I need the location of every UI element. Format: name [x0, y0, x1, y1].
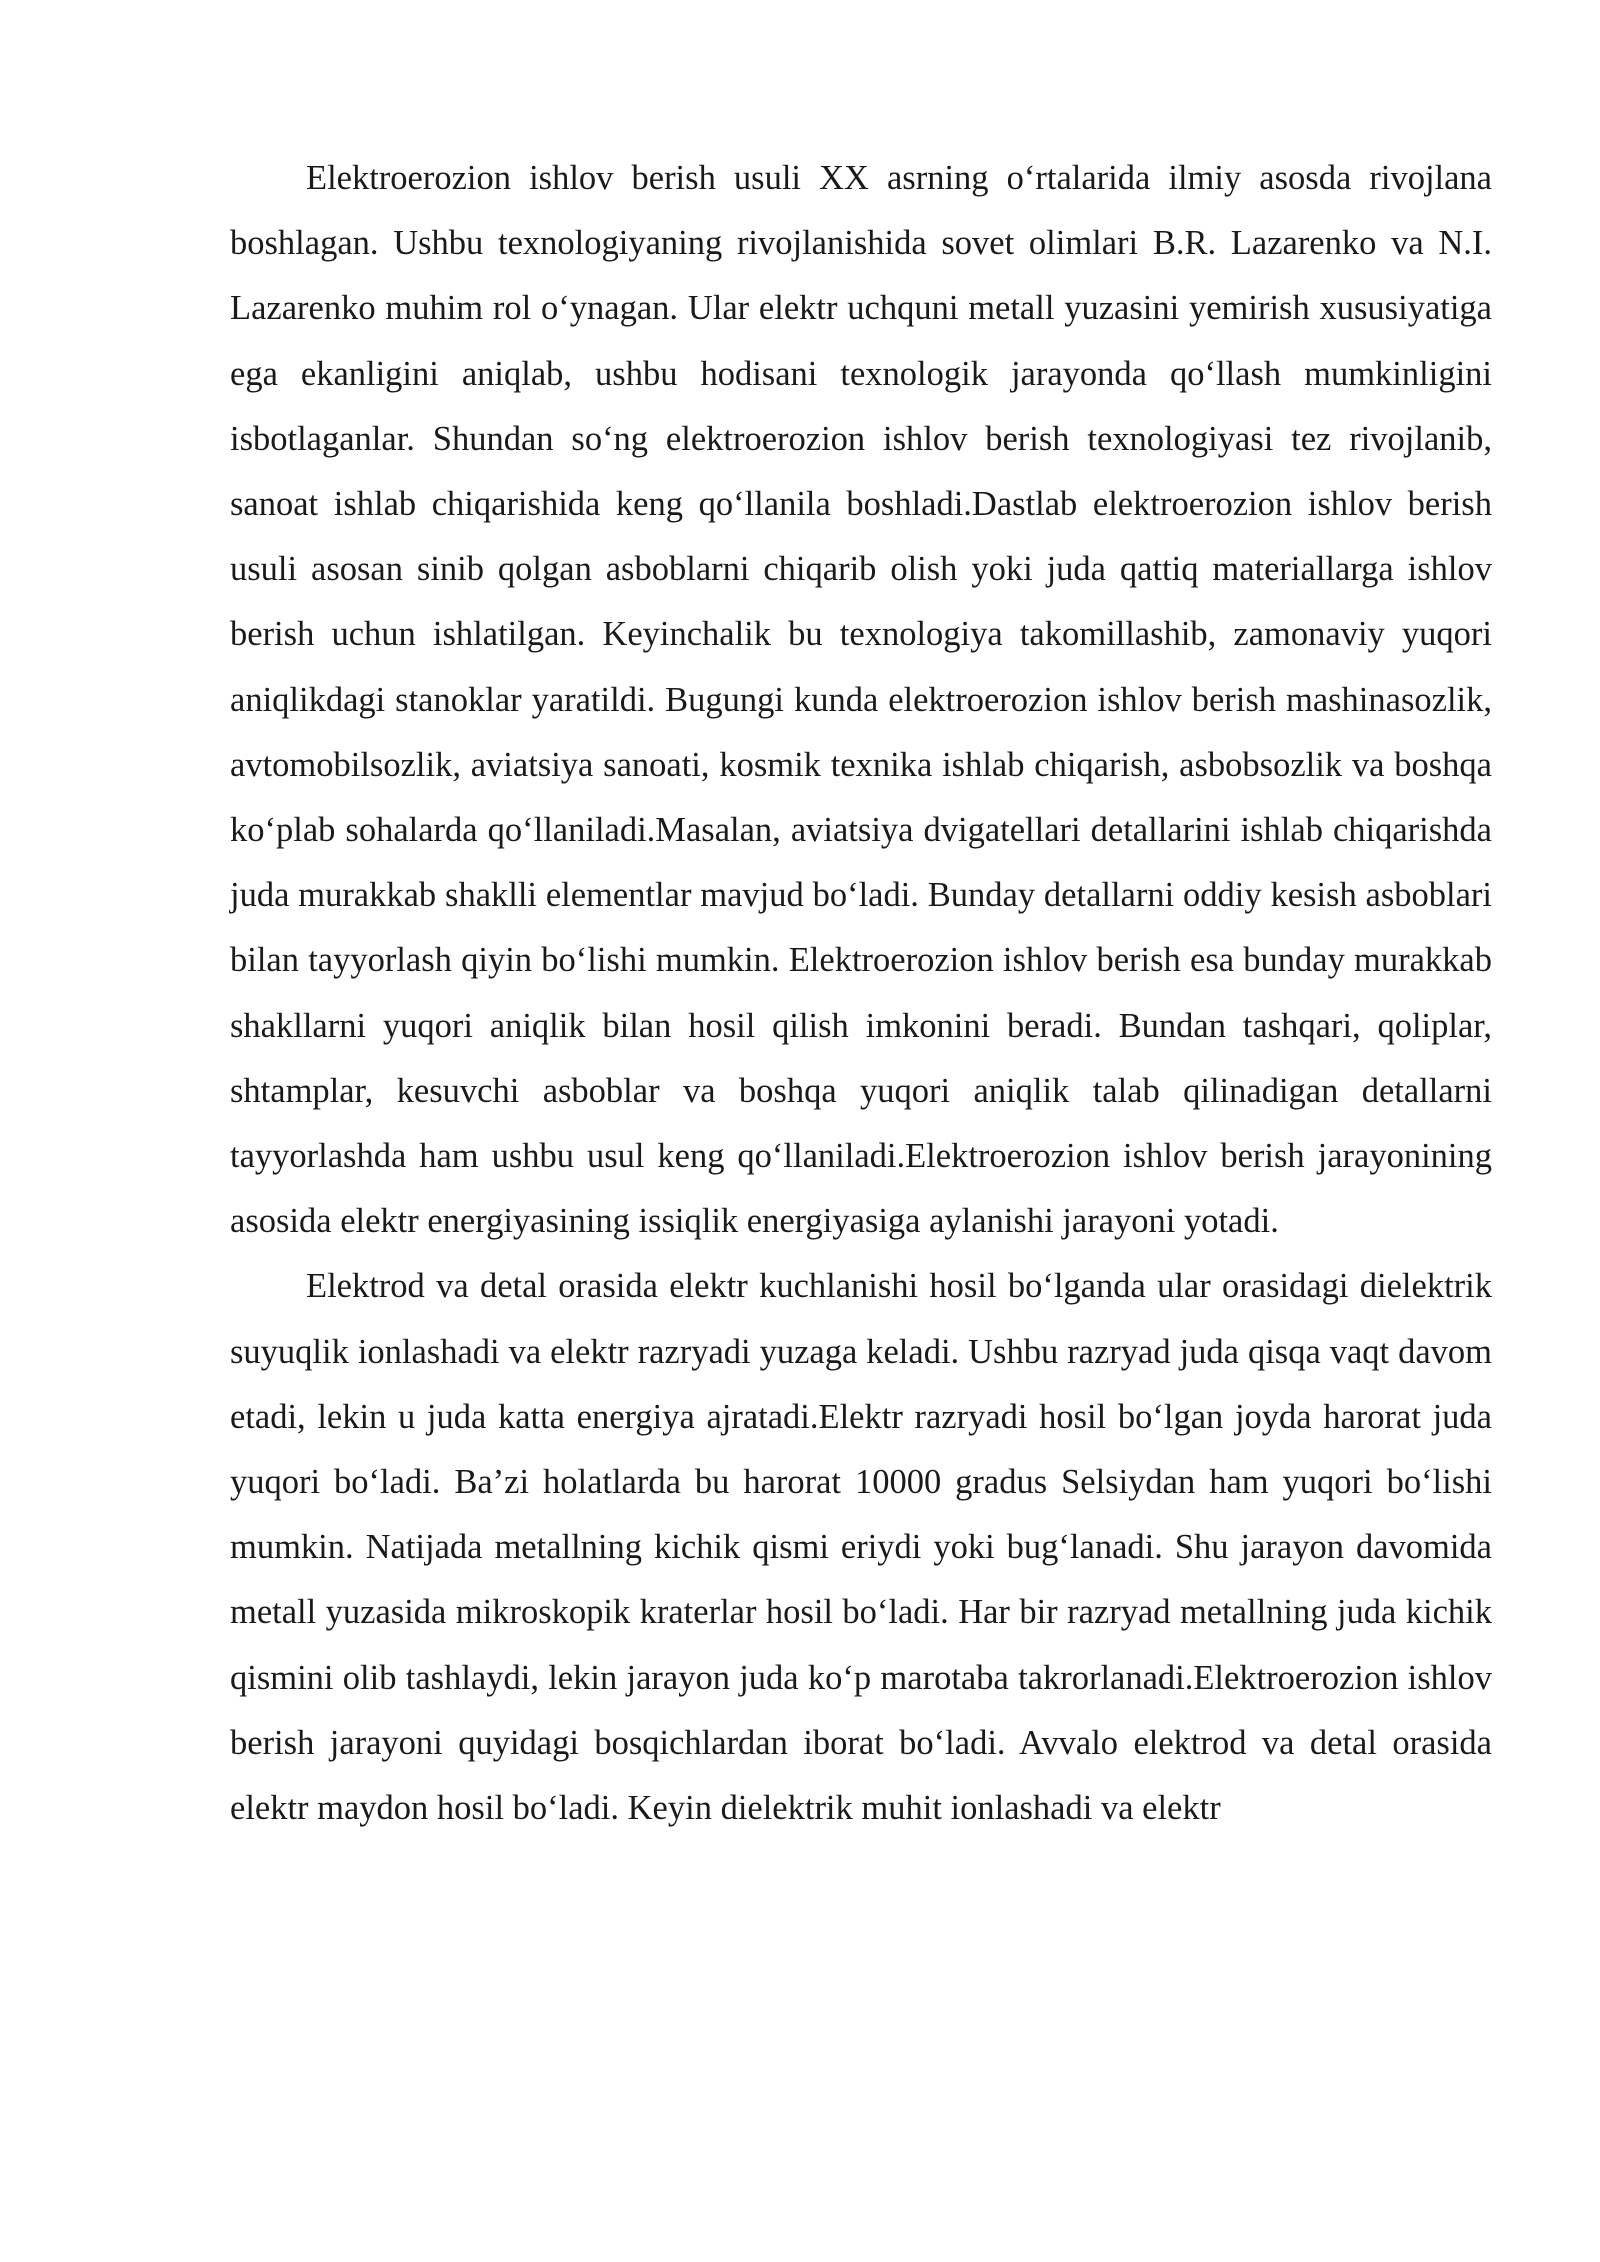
paragraph-2: Elektrod va detal orasida elektr kuchlanishi hosil bo‘lganda ular orasidagi dielektrik suyuqlik ionlashadi va elektr razryadi yuzaga keladi. Ushbu razryad juda qisqa vaqt davom etadi, lekin u juda katta energiya ajratadi.Elektr razryadi hosil bo‘lgan joyda harorat juda yuqori bo‘ladi. Ba’zi holatlarda bu harorat 10000 gradus Selsiydan ham yuqori bo‘lishi mumkin. Natijada metallning kichik qismi eriydi yoki bug‘lanadi. Shu jarayon davomida metall yuzasida mikroskopik kraterlar hosil bo‘ladi. Har bir razryad metallning juda kichik qismini olib tashlaydi, lekin jarayon juda ko‘p marotaba takrorlanadi.Elektroerozion ishlov berish jarayoni quyidagi bosqichlardan iborat bo‘ladi. Avvalo elektrod va detal orasida elektr maydon hosil bo‘ladi. Keyin dielektrik muhit ionlashadi va elektr: [230, 1267, 1492, 1828]
paragraph-1: Elektroerozion ishlov berish usuli XX asrning o‘rtalarida ilmiy asosda rivojlana boshlagan. Ushbu texnologiyaning rivojlanishida sovet olimlari B.R. Lazarenko va N.I. Lazarenko muhim rol o‘ynagan. Ular elektr uchquni metall yuzasini yemirish xususiyatiga ega ekanligini aniqlab, ushbu hodisani texnologik jarayonda qo‘llash mumkinligini isbotlaganlar. Shundan so‘ng elektroerozion ishlov berish texnologiyasi tez rivojlanib, sanoat ishlab chiqarishida keng qo‘llanila boshladi.Dastlab elektroerozion ishlov berish usuli asosan sinib qolgan asboblarni chiqarib olish yoki juda qattiq materiallarga ishlov berish uchun ishlatilgan. Keyinchalik bu texnologiya takomillashib, zamonaviy yuqori aniqlikdagi stanoklar yaratildi. Bugungi kunda elektroerozion ishlov berish mashinasozlik, avtomobilsozlik, aviatsiya sanoati, kosmik texnika ishlab chiqarish, asbobsozlik va boshqa ko‘plab sohalarda qo‘llaniladi.Masalan, aviatsiya dvigatellari detallarini ishlab chiqarishda juda murakkab shaklli elementlar mavjud bo‘ladi. Bunday detallarni oddiy kesish asboblari bilan tayyorlash qiyin bo‘lishi mumkin. Elektroerozion ishlov berish esa bunday murakkab shakllarni yuqori aniqlik bilan hosil qilish imkonini beradi. Bundan tashqari, qoliplar, shtamplar, kesuvchi asboblar va boshqa yuqori aniqlik talab qilinadigan detallarni tayyorlashda ham ushbu usul keng qo‘llaniladi.Elektroerozion ishlov berish jarayonining asosida elektr energiyasining issiqlik energiyasiga aylanishi jarayoni yotadi.: [230, 159, 1492, 1241]
body-text: [230, 146, 1492, 1841]
